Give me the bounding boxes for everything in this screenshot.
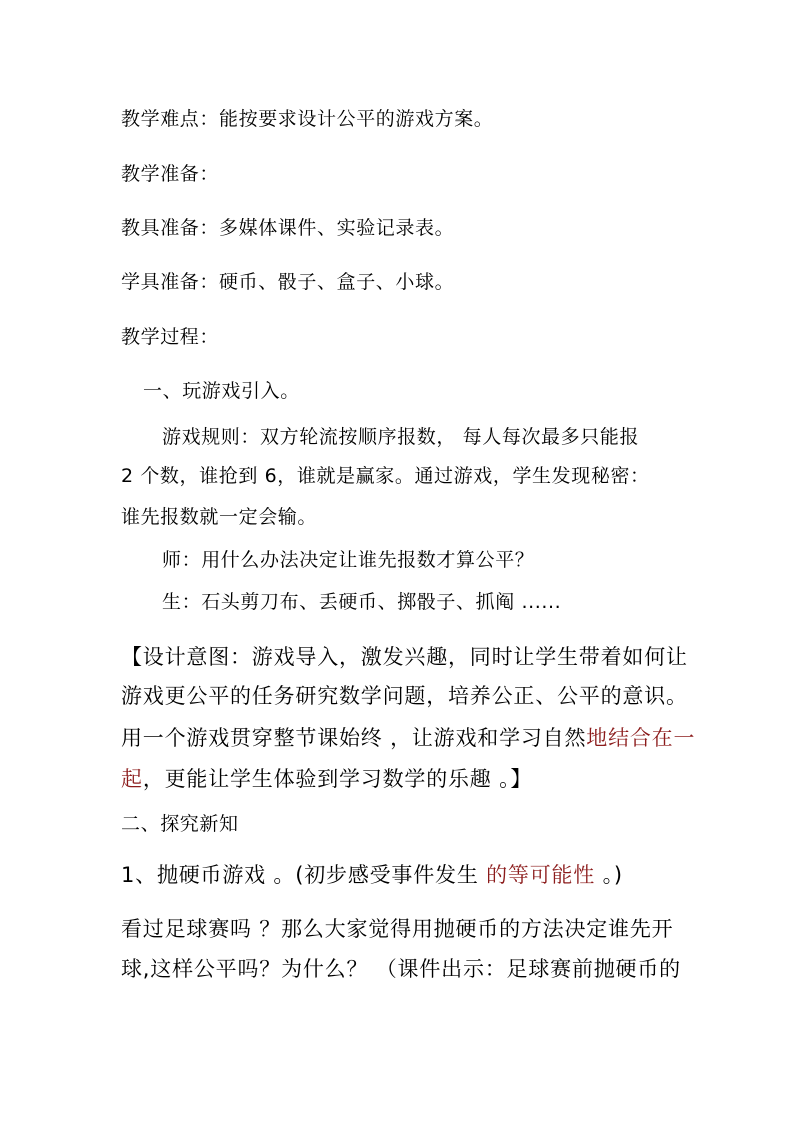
coin-toss-highlight: 的等可能性 [486, 863, 596, 887]
design-intent-line-3 [121, 726, 695, 750]
teaching-preparation-heading: 教学准备： [121, 163, 220, 185]
football-question-line-1: 看过足球赛吗 ？那么大家觉得用抛硬币的方法决定谁先开 [121, 917, 674, 941]
teaching-difficulty: 教学难点：能按要求设计公平的游戏方案。 [121, 108, 494, 130]
football-question-line-2: 球,这样公平吗？为什么？ （课件出示：足球赛前抛硬币的 [121, 957, 681, 981]
teacher-materials: 教具准备：多媒体课件、实验记录表。 [121, 217, 455, 239]
student-answer: 生：石头剪刀布、丢硬币、掷骰子、抓阄 ...... [162, 591, 562, 613]
section-two-heading: 二、探究新知 [121, 813, 239, 835]
design-intent-line-4 [121, 767, 532, 791]
design-intent-line-1: 【设计意图：游戏导入，激发兴趣，同时让学生带着如何让 [121, 645, 688, 669]
student-materials: 学具准备：硬币、骰子、盒子、小球。 [121, 271, 455, 293]
game-rules-line-3: 谁先报数就一定会输。 [121, 506, 318, 528]
design-intent-line-4-text: ，更能让学生体验到学习数学的乐趣 。】 [142, 767, 533, 791]
coin-toss-heading-end: 。) [595, 863, 623, 887]
teacher-question: 师：用什么办法决定让谁先报数才算公平？ [162, 549, 535, 571]
game-rules-line-1: 游戏规则：双方轮流按顺序报数， 每人每次最多只能报 [162, 426, 640, 448]
section-one-heading: 一、玩游戏引入。 [143, 380, 300, 402]
teaching-process-heading: 教学过程： [121, 326, 220, 348]
design-intent-line-3-text: 用一个游戏贯穿整节课始终 ，让游戏和学习自然 [121, 726, 587, 750]
design-intent-highlight-end: 起 [121, 767, 143, 791]
coin-toss-heading-text: 1、抛硬币游戏 。(初步感受事件发生 [121, 863, 487, 887]
coin-toss-heading [121, 863, 623, 887]
design-intent-highlight: 地结合在一 [586, 726, 696, 750]
game-rules-line-2: 2 个数，谁抢到 6，谁就是赢家。通过游戏，学生发现秘密： [121, 465, 650, 487]
design-intent-line-2: 游戏更公平的任务研究数学问题，培养公正、公平的意识。 [121, 684, 688, 708]
